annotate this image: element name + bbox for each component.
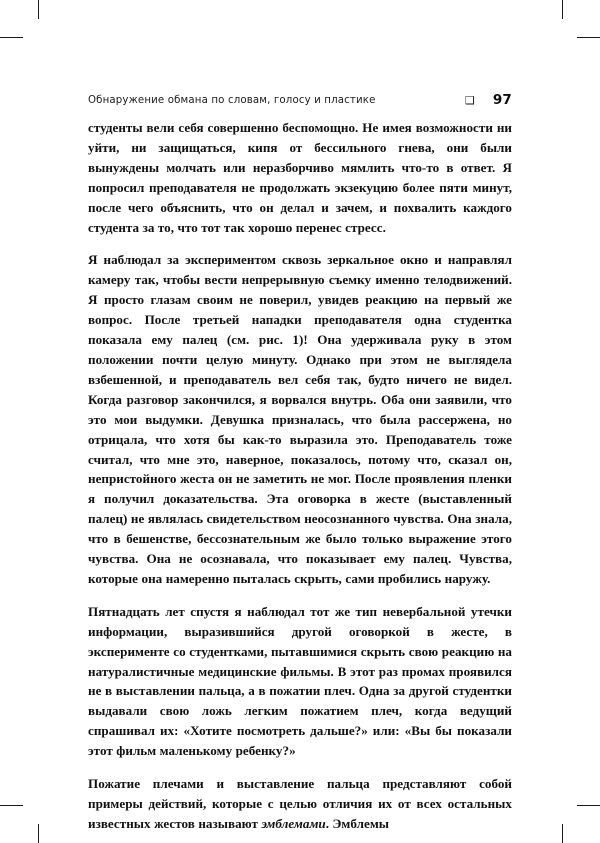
crop-mark-bottom-right-horizontal (577, 805, 600, 806)
crop-mark-top-right-horizontal (577, 37, 600, 38)
hollow-square-ornament-icon: ❑ (464, 93, 475, 107)
running-head (88, 90, 512, 110)
body-paragraph: Пятнадцать лет спустя я наблюдал тот же тип невербальной утечки информации, выразившийся другой оговоркой в жесте, в эксперименте со студентками, пытавшимися скрыть свою реакцию на натуралистичные медицинские фильмы. В этот раз промах проявился не в выставлении пальца, а в пожатии плеч. Одна за другой студентки выдавали свою ложь легким пожатием плеч, когда ведущий спрашивал их: «Хотите посмотреть дальше?» или: «Вы бы показали этот фильм маленькому ребенку?» (88, 603, 512, 759)
body-paragraph: Я наблюдал за экспериментом сквозь зеркальное окно и направлял камеру так, чтобы вести непрерывную съемку именно телодвижений. Я просто глазам своим не поверил, увидев реакцию на первый же вопрос. После третьей нападки преподавателя одна студентка показала ему палец (см. рис. 1)! Она удерживала руку в этом положении почти целую минуту. Однако при этом не выглядела взбешенной, и преподаватель вел себя так, будто ничего не видел. Когда разговор закончился, я ворвался внутрь. Оба они заявили, что это мои выдумки. Девушка призналась, что была рассержена, но отрицала, что хотя бы как-то выразила это. Преподаватель тоже считал, что мне это, наверное, показалось, потому что, сказал он, непристойного жеста он не заметить не мог. После проявления пленки я получил доказательства. Эта оговорка в жесте (выставленный палец) не являлась свидетельством неосознанного чувства. Она знала, что в бешенстве, бессознательным же было только выражение этого чувства. Она не осознавала, что показывает ему палец. Чувства, которые она намеренно пыталась скрыть, сами пробились наружу. (88, 252, 512, 586)
crop-mark-top-right-vertical (562, 0, 563, 19)
crop-mark-bottom-right-vertical (562, 824, 563, 843)
page-number: 97 (492, 92, 512, 108)
crop-mark-bottom-left-horizontal (0, 805, 23, 806)
body-text-block (88, 118, 512, 834)
body-paragraph (88, 774, 512, 834)
paragraph-text-lead: Пожатие плечами и выставление пальца представляют собой примеры действий, которые с целью отличия их от всех остальных известных жестов называют (88, 776, 512, 831)
crop-mark-top-left-horizontal (0, 37, 23, 38)
running-head-title: Обнаружение обмана по словам, голосу и пластике (88, 94, 376, 106)
emphasized-term: эмблемами (261, 815, 326, 831)
paragraph-text-tail: . Эмблемы (325, 815, 389, 831)
crop-mark-top-left-vertical (38, 0, 39, 19)
crop-mark-bottom-left-vertical (38, 824, 39, 843)
body-paragraph: студенты вели себя совершенно беспомощно. Не имея возможности ни уйти, ни защищаться, кипя от бессильного гнева, они были вынуждены молчать или неразборчиво мямлить что-то в ответ. Я попросил преподавателя не продолжать экзекуцию более пяти минут, после чего объяснить, что он делал и зачем, и похвалить каждого студента за то, что тот так хорошо перенес стресс. (88, 120, 512, 235)
